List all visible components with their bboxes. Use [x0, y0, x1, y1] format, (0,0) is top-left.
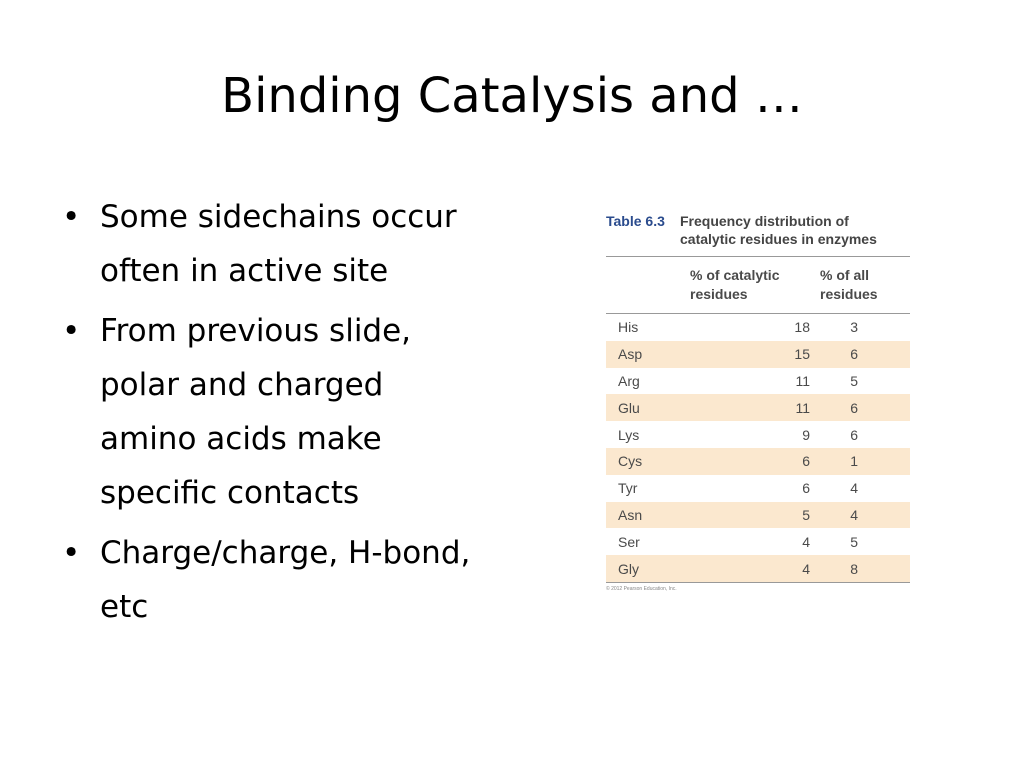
bullet-line: polar and charged	[100, 367, 384, 403]
bullet-list	[62, 190, 562, 640]
all-cell: 5	[850, 533, 858, 550]
bullet-item	[62, 526, 562, 634]
residue-cell: Asp	[606, 341, 690, 368]
bullet-icon: •	[62, 199, 81, 235]
bullet-item	[62, 190, 562, 298]
catalytic-cell: 4	[690, 555, 810, 582]
residue-cell: His	[618, 319, 639, 336]
bullet-line: Charge/charge, H-bond,	[100, 535, 471, 571]
bullet-line: Some sidechains occur	[100, 199, 457, 235]
table-row	[606, 528, 910, 555]
table-row	[606, 368, 910, 395]
table-row	[606, 448, 910, 475]
residue-cell: Ser	[618, 533, 640, 550]
frequency-table	[606, 314, 910, 582]
all-cell: 4	[850, 480, 858, 497]
table-row	[606, 341, 910, 368]
slide-title: Binding Catalysis and …	[221, 68, 803, 124]
all-cell: 8	[810, 555, 910, 582]
residue-cell: Lys	[618, 426, 640, 443]
table-label: Table 6.3	[606, 213, 665, 229]
copyright-notice: © 2012 Pearson Education, Inc.	[606, 585, 677, 592]
column-header-all	[820, 266, 910, 304]
catalytic-cell: 18	[794, 319, 810, 336]
all-cell: 4	[810, 502, 910, 529]
bullet-icon: •	[62, 535, 81, 571]
table-row	[606, 394, 910, 421]
catalytic-cell: 4	[802, 533, 810, 550]
column-header-line: residues	[820, 286, 878, 302]
column-header-catalytic	[690, 266, 820, 304]
catalytic-cell: 15	[690, 341, 810, 368]
residue-cell: Asn	[606, 502, 690, 529]
catalytic-cell: 6	[802, 480, 810, 497]
bullet-line: amino acids make	[100, 421, 382, 457]
table-row	[606, 555, 910, 582]
column-header-line: % of all	[820, 267, 870, 283]
all-cell: 1	[810, 448, 910, 475]
catalytic-cell: 5	[690, 502, 810, 529]
bullet-line: specific contacts	[100, 475, 360, 511]
all-cell: 5	[850, 372, 858, 389]
table-title-line: catalytic residues in enzymes	[680, 231, 877, 247]
all-cell: 6	[810, 341, 910, 368]
column-header-line: % of catalytic	[690, 267, 780, 283]
bullet-item	[62, 304, 562, 520]
table-row	[606, 475, 910, 502]
table-row	[606, 314, 910, 341]
residue-cell: Glu	[606, 394, 690, 421]
bullet-line: From previous slide,	[100, 313, 412, 349]
table-row	[606, 502, 910, 529]
table-header-row	[606, 257, 910, 313]
all-cell: 6	[810, 394, 910, 421]
bullet-line: etc	[100, 589, 149, 625]
bullet-icon: •	[62, 313, 81, 349]
column-header-line: residues	[690, 286, 748, 302]
residue-cell: Tyr	[618, 480, 638, 497]
table-figure	[606, 212, 910, 592]
residue-cell: Cys	[606, 448, 690, 475]
catalytic-cell: 11	[795, 372, 810, 389]
table-row	[606, 421, 910, 448]
table-rule-bottom	[606, 582, 910, 583]
residue-cell: Gly	[606, 555, 690, 582]
catalytic-cell: 11	[690, 394, 810, 421]
bullet-line: often in active site	[100, 253, 389, 289]
residue-cell: Arg	[618, 372, 640, 389]
table-caption	[606, 212, 910, 248]
table-title-line: Frequency distribution of	[680, 213, 849, 229]
catalytic-cell: 6	[690, 448, 810, 475]
table-title	[680, 212, 877, 248]
all-cell: 6	[850, 426, 858, 443]
catalytic-cell: 9	[802, 426, 810, 443]
all-cell: 3	[850, 319, 858, 336]
